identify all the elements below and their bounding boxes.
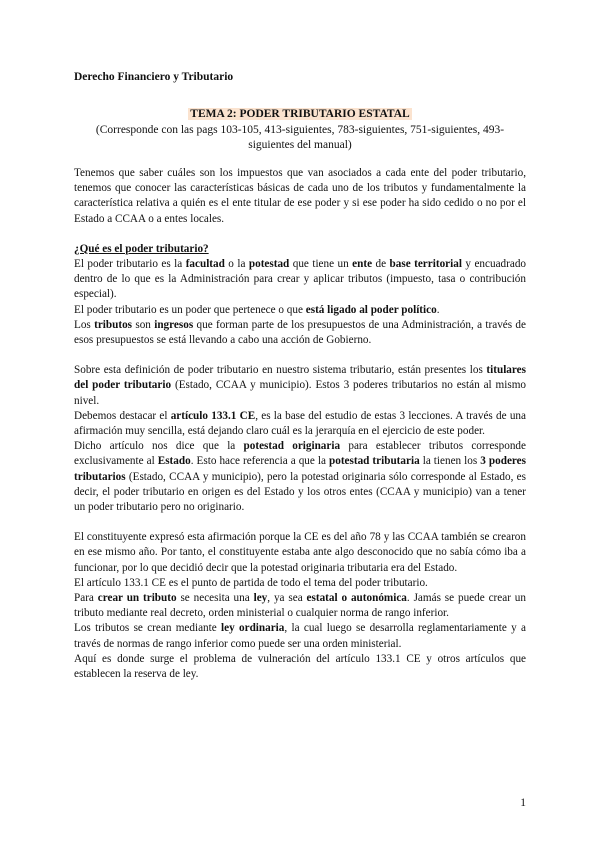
section-question: ¿Qué es el poder tributario? bbox=[74, 242, 209, 255]
paragraph-5: Debemos destacar el artículo 133.1 CE, es la base del estudio de estas 3 lecciones. A través de una afirmación muy sencilla, está dejando claro cuál es la jerarquía en el ejercicio de este poder. bbox=[74, 409, 526, 438]
paragraph-4: Sobre esta definición de poder tributario en nuestro sistema tributario, están presentes los titulares del poder tributario (Estado, CCAA y municipio). Estos 3 poderes tributarios no están al mismo nivel. bbox=[74, 364, 526, 407]
paragraph-8: El artículo 133.1 CE es el punto de partida de todo el tema del poder tributario. bbox=[74, 576, 428, 589]
paragraph-2: El poder tributario es un poder que pertenece o que está ligado al poder político. bbox=[74, 303, 440, 316]
paragraph-11: Aquí es donde surge el problema de vulneración del artículo 133.1 CE y otros artículos que establecen la reserva de ley. bbox=[74, 652, 526, 681]
intro-paragraph: Tenemos que saber cuáles son los impuestos que van asociados a cada ente del poder tributario, tenemos que conocer las características básicas de cada uno de los tributos y fundamentalmente la característica relativa a quién es el ente titular de ese poder y si ese poder ha sido cedido o no por el Estado a CCAA o a entes locales. bbox=[74, 167, 526, 225]
document-body bbox=[74, 166, 526, 682]
paragraph-1: El poder tributario es la facultad o la potestad que tiene un ente de base territorial y encuadrado dentro de lo que es la Administración para crear y aplicar tributos (impuesto, tasa o contribución especial). bbox=[74, 258, 527, 301]
paragraph-6: Dicho artículo nos dice que la potestad originaria para establecer tributos corresponde exclusivamente al Estado. Esto hace referencia a que la potestad tributaria la tienen los 3 poderes tributarios (Estado, CCAA y municipio), pero la potestad originaria sólo corresponde al Estado, es decir, el poder tributario en origen es del Estado y los otros entes (CCAA y municipio) van a tener un poder tributario pero no originario. bbox=[74, 440, 526, 514]
topic-subtitle: (Corresponde con las pags 103-105, 413-siguientes, 783-siguientes, 751-siguientes, 493-siguientes del manual) bbox=[95, 124, 505, 151]
paragraph-10: Los tributos se crean mediante ley ordinaria, la cual luego se desarrolla reglamentariamente y a través de normas de rango inferior como puede ser una orden ministerial. bbox=[74, 622, 526, 650]
paragraph-3: Los tributos son ingresos que forman parte de los presupuestos de una Administración, a través de esos presupuestos se está llevando a cabo una acción de Gobierno. bbox=[74, 318, 526, 347]
paragraph-7: El constituyente expresó esta afirmación porque la CE es del año 78 y las CCAA también se crearon en ese mismo año. Por tanto, el constituyente estaba ante algo desconocido que no sabía cómo iba a funcionar, por lo que decidió decir que la potestad originaria tributaria era del Estado. bbox=[74, 531, 526, 574]
title-block bbox=[74, 107, 526, 153]
paragraph-9: Para crear un tributo se necesita una ley, ya sea estatal o autonómica. Jamás se puede crear un tributo mediante real decreto, orden ministerial o cualquier norma de rango inferior. bbox=[74, 592, 526, 620]
topic-title: TEMA 2: PODER TRIBUTARIO ESTATAL bbox=[190, 108, 410, 120]
course-header: Derecho Financiero y Tributario bbox=[74, 71, 234, 83]
page-number: 1 bbox=[520, 797, 526, 809]
